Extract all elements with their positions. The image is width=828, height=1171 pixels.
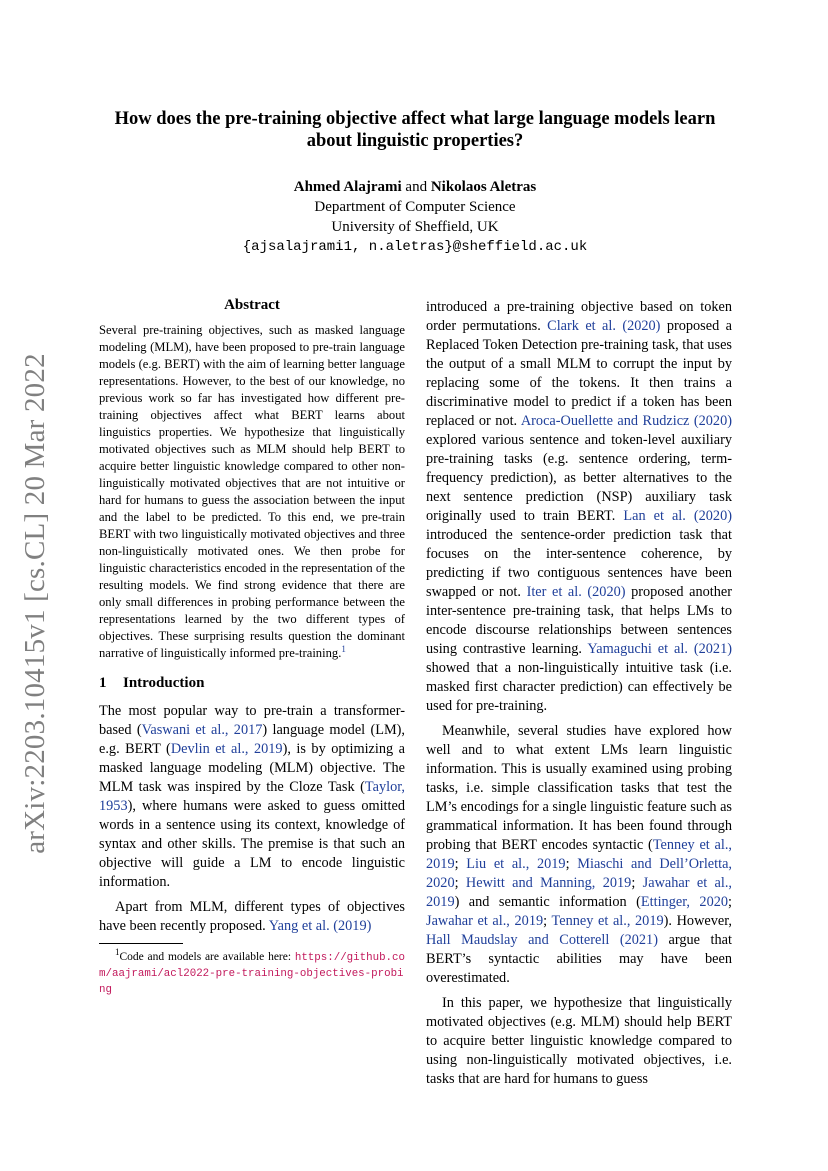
abstract-text: Several pre-training objectives, such as masked language modeling (MLM), have been proposed to pre-train language models (e.g. BERT) with the aim of learning better language representations. However, to the best of our knowledge, no previous work so far has investigated how different pre-training objectives affect what BERT learns about linguistics properties. We hypothesize that linguistically motivated objectives such as MLM should help BERT to acquire better linguistic knowledge compared to other non-linguistically motivated objectives that are not intuitive or hard for humans to guess the association between the input and the label to be predicted. To this end, we pre-train BERT with two linguistically motivated objectives and three non-linguistically motivated ones. We then probe for linguistic characteristics encoded in the representation of the resulting models. We find strong evidence that there are only small differences in probing performance between the representations learned by the two different types of objectives. These surprising results question the dominant narrative of linguistically informed pre-training.$^1$ xyxy=(99,323,405,660)
citation-link[interactable]: Lan et al. (2020) xyxy=(623,508,732,524)
citation-link[interactable]: Yamaguchi et al. (2021) xyxy=(587,641,732,657)
citation-link[interactable]: Devlin et al., 2019 xyxy=(170,741,283,757)
author-block xyxy=(100,177,730,257)
citation-link[interactable]: Hewitt and Manning, 2019 xyxy=(465,875,632,891)
author-emails: {ajsalajrami1, n.aletras}@sheffield.ac.uk xyxy=(242,239,588,255)
left-column xyxy=(99,296,405,998)
right-paragraph-3: In this paper, we hypothesize that linguistically motivated objectives (e.g. MLM) should help BERT to acquire better linguistic knowledge compared to using non-linguistically motivated objectives, i.e. tasks that are hard for humans to guess xyxy=(426,995,732,1087)
arxiv-side-stamp xyxy=(12,352,58,854)
citation-link[interactable]: Tenney et al., 2019 xyxy=(551,913,664,929)
citation-link[interactable]: Hall Maudslay and Cotterell (2021) xyxy=(426,932,658,948)
footnote-rule xyxy=(99,943,183,944)
code-url-link[interactable]: https://github.com/aajrami/acl2022-pre-training-objectives-probing xyxy=(99,952,405,996)
paper-title: How does the pre-training objective affect what large language models learn about linguistic properties? xyxy=(114,109,716,151)
right-column xyxy=(426,298,732,1089)
citation-link[interactable]: Vaswani et al., 2017 xyxy=(141,722,263,738)
citation-link[interactable]: Yang et al. (2019) xyxy=(268,918,372,934)
university: University of Sheffield, UK xyxy=(331,219,499,235)
author-1: Ahmed Alajrami xyxy=(293,179,402,195)
section-heading-introduction xyxy=(99,674,405,693)
section-number: 1 xyxy=(99,675,107,691)
citation-link[interactable]: Jawahar et al., 2019 xyxy=(426,875,732,910)
footnote: $^1$Code and models are available here: https://github.com/aajrami/acl2022-pre-training-objectives-probing xyxy=(99,947,405,996)
citation-link[interactable]: Aroca-Ouellette and Rudzicz (2020) xyxy=(520,413,732,429)
citation-link[interactable]: Taylor, 1953 xyxy=(99,779,405,814)
citation-link[interactable]: Jawahar et al., 2019 xyxy=(426,913,544,929)
intro-paragraph-1: The most popular way to pre-train a transformer-based (Vaswani et al., 2017) language model (LM), e.g. BERT (Devlin et al., 2019), is by optimizing a masked language modeling (MLM) objective. The MLM task was inspired by the Cloze Task (Taylor, 1953), where humans were asked to guess omitted words in a sentence using its context, knowledge of syntax and other skills. The premise is that such an objective will guide a LM to encode linguistic information. xyxy=(99,703,405,890)
footnote-number: 1 xyxy=(115,947,120,958)
section-title: Introduction xyxy=(123,675,205,691)
citation-link[interactable]: Iter et al. (2020) xyxy=(526,584,626,600)
author-2: Nikolaos Aletras xyxy=(430,179,537,195)
arxiv-identifier: arXiv:2203.10415v1 [cs.CL] 20 Mar 2022 xyxy=(18,352,51,854)
citation-link[interactable]: Clark et al. (2020) xyxy=(547,318,661,334)
right-paragraph-1: introduced a pre-training objective based on token order permutations. Clark et al. (2020) proposed a Replaced Token Detection pre-training task, that uses the output of a small MLM to corrupt the input by replacing some of the tokens. It then trains a discriminative model to predict if a token has been replaced or not. Aroca-Ouellette and Rudzicz (2020) explored various sentence and token-level auxiliary pre-training tasks (e.g. sentence ordering, term-frequency prediction), as better alternatives to the next sentence prediction (NSP) auxiliary task originally used to train BERT. Lan et al. (2020) introduced the sentence-order prediction task that focuses on the inter-sentence coherence, by predicting if two contiguous sentences have been swapped or not. Iter et al. (2020) proposed another inter-sentence pre-training task, that helps LMs to encode discourse relationships between sentences using contrastive learning. Yamaguchi et al. (2021) showed that a non-linguistically intuitive task (i.e. masked first character prediction) can effectively be used for pre-training. xyxy=(426,299,732,714)
citation-link[interactable]: Ettinger, 2020 xyxy=(640,894,729,910)
citation-link[interactable]: Miaschi and Dell’Orletta, 2020 xyxy=(426,856,733,891)
department: Department of Computer Science xyxy=(314,199,516,215)
author-names xyxy=(100,177,730,197)
citation-link[interactable]: Tenney et al., 2019 xyxy=(426,837,733,872)
right-paragraph-2: Meanwhile, several studies have explored how well and to what extent LMs learn linguistic information. This is usually examined using probing tasks, i.e. simple classification tasks that test the LM’s encodings for a single linguistic feature such as grammatical information. It has been found through probing that BERT encodes syntactic (Tenney et al., 2019; Liu et al., 2019; Miaschi and Dell’Orletta, 2020; Hewitt and Manning, 2019; Jawahar et al., 2019) and semantic information (Ettinger, 2020; Jawahar et al., 2019; Tenney et al., 2019). However, Hall Maudslay and Cotterell (2021) argue that BERT’s syntactic abilities may have been overestimated. xyxy=(426,723,733,986)
abstract-heading: Abstract xyxy=(224,297,280,313)
footnote-marker[interactable]: 1 xyxy=(341,643,346,654)
author-conjunction: and xyxy=(405,179,428,195)
intro-paragraph-2: Apart from MLM, different types of objectives have been recently proposed. Yang et al. (2019) xyxy=(99,899,405,934)
citation-link[interactable]: Liu et al., 2019 xyxy=(466,856,566,872)
